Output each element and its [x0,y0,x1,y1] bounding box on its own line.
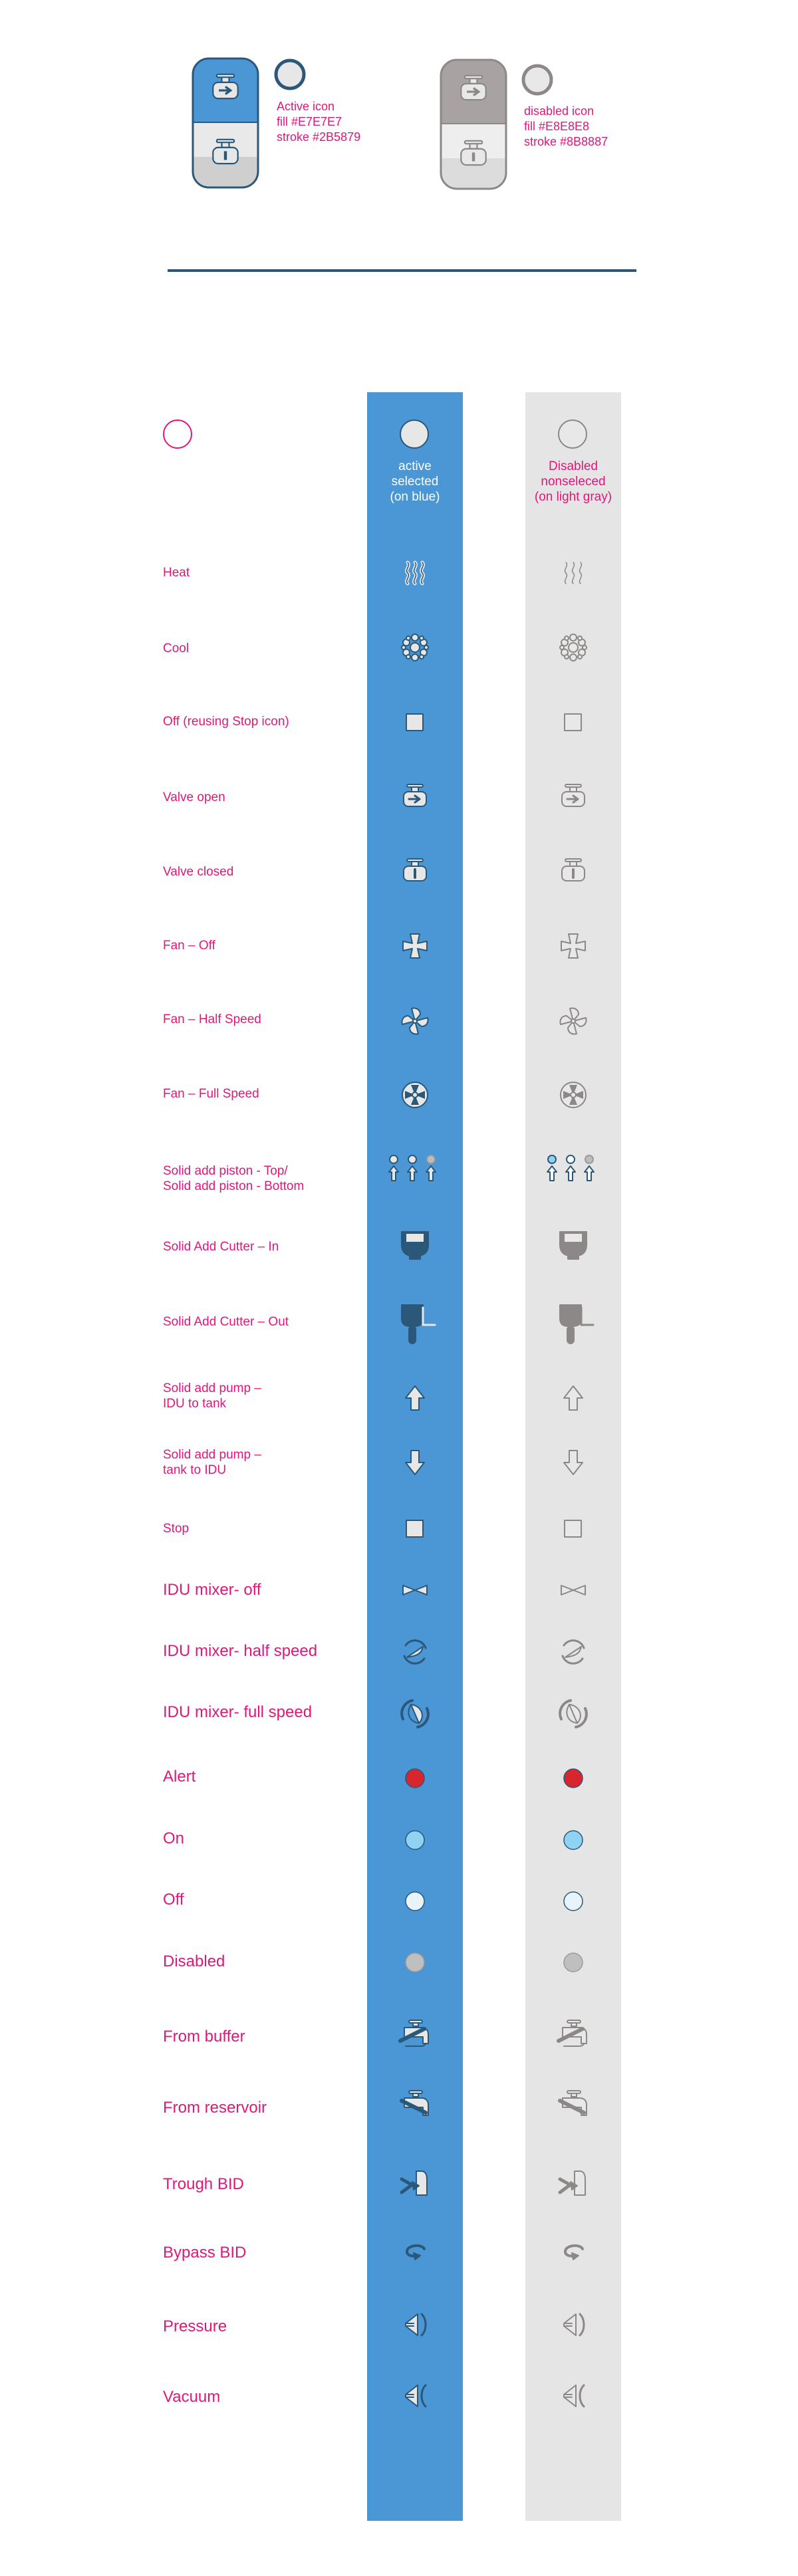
stop-square-icon [406,1520,423,1537]
cutter-out-icon [402,1305,435,1344]
row-label-disabled: Disabled [163,1952,225,1970]
stop-square-icon [406,714,423,731]
disabled-icon-note [524,104,608,150]
fan-full-speed-icon [402,1082,428,1108]
active-toggle-pill [192,57,259,189]
section-divider [168,269,636,272]
fan-off-icon [561,934,585,958]
row-label-pump-down: Solid add pump – tank to IDU [163,1448,261,1477]
valve-closed-icon [404,859,426,881]
snowflake-icon [402,634,428,661]
mixer-full-speed-icon [402,1700,428,1727]
row-label-pump-up: Solid add pump – IDU to tank [163,1381,261,1411]
snowflake-icon [560,634,587,661]
row-label-from-reservoir: From reservoir [163,2099,267,2117]
valve-open-icon [562,784,585,806]
valve-open-icon [404,784,426,806]
note-line: fill #E7E7E7 [277,115,342,128]
row-label-trough-bid: Trough BID [163,2175,244,2193]
row-label-from-buffer: From buffer [163,2028,245,2046]
caption-line: active [398,459,432,473]
piston-icon [389,1155,436,1181]
bypass-bid-icon [407,2246,424,2260]
row-label-vacuum: Vacuum [163,2388,221,2406]
circle-outline-icon [161,417,194,451]
active-icon-note [277,99,360,145]
row-label-piston: Solid add piston - Top/ Solid add piston - Bottom [163,1164,305,1193]
heat-icon [565,562,582,584]
mixer-half-speed-icon [563,1641,584,1664]
from-reservoir-icon [560,2091,587,2115]
arrow-up-icon [564,1386,583,1410]
disabled-icon-strip [525,392,621,2521]
pressure-icon [406,2314,426,2335]
arrow-up-icon [406,1386,424,1410]
pressure-icon [564,2314,584,2335]
valve-closed-icon [562,859,585,881]
caption-line: Disabled [549,459,598,473]
caption-line: (on blue) [390,490,440,504]
off-dot-icon [406,1892,424,1911]
row-label-mixer-half: IDU mixer- half speed [163,1642,318,1660]
row-label-stop: Stop [163,1522,190,1536]
row-label-on: On [163,1829,185,1847]
disabled-toggle-pill [440,59,507,190]
from-buffer-icon [400,2020,428,2046]
alert-dot-icon [564,1769,583,1788]
row-label-bypass-bid: Bypass BID [163,2244,247,2262]
caption-line: nonseleced [541,475,606,489]
vacuum-icon [564,2385,584,2406]
cutter-in-icon [560,1232,587,1259]
row-label-fan-full: Fan – Full Speed [163,1087,259,1101]
row-label-mixer-off: IDU mixer- off [163,1581,261,1599]
caption-line: (on light gray) [534,490,612,504]
mixer-half-speed-icon [404,1641,426,1664]
row-label-pressure: Pressure [163,2317,227,2335]
mixer-off-icon [561,1585,585,1595]
mixer-full-speed-icon [560,1700,587,1727]
alert-dot-icon [406,1769,424,1788]
row-label-cutter-in: Solid Add Cutter – In [163,1240,279,1254]
arrow-down-icon [564,1451,583,1474]
stop-square-icon [565,1520,581,1537]
arrow-down-icon [406,1451,424,1474]
caption-line: selected [391,475,439,489]
row-label-valve-open: Valve open [163,790,225,804]
vacuum-icon [406,2385,426,2406]
from-buffer-icon [559,2020,587,2046]
row-label-fan-half: Fan – Half Speed [163,1012,261,1026]
fan-half-speed-icon [560,1008,586,1034]
note-line: stroke #8B8887 [524,135,608,148]
note-line: Active icon [277,100,335,113]
active-icon-strip [367,392,463,2521]
row-label-fan-off: Fan – Off [163,939,215,953]
row-label-mixer-full: IDU mixer- full speed [163,1703,313,1721]
disabled-circle-icon [520,62,555,97]
active-circle-icon [273,57,307,92]
disabled-dot-icon [406,1953,424,1972]
fan-off-icon [403,934,427,958]
fan-full-speed-icon [561,1082,586,1108]
fan-half-speed-icon [402,1008,428,1034]
piston-icon [547,1155,594,1181]
trough-bid-icon [402,2171,427,2195]
on-dot-icon [564,1831,583,1849]
off-dot-icon [564,1892,583,1911]
mixer-off-icon [403,1585,427,1595]
on-dot-icon [406,1831,424,1849]
from-reservoir-icon [402,2091,428,2115]
row-label-off-stop: Off (reusing Stop icon) [163,715,289,729]
note-line: stroke #2B5879 [277,130,361,144]
heat-icon [407,562,424,584]
row-label-cutter-out: Solid Add Cutter – Out [163,1315,289,1329]
row-label-cool: Cool [163,642,190,655]
row-label-off: Off [163,1891,184,1909]
row-label-heat: Heat [163,566,190,580]
bypass-bid-icon [565,2246,583,2260]
cutter-in-icon [402,1232,428,1259]
row-label-valve-closed: Valve closed [163,865,234,879]
disabled-dot-icon [564,1953,583,1972]
note-line: fill #E8E8E8 [524,120,590,133]
note-line: disabled icon [524,104,595,118]
stop-square-icon [565,714,581,731]
trough-bid-icon [560,2171,585,2195]
row-label-alert: Alert [163,1768,196,1786]
cutter-out-icon [560,1305,593,1344]
